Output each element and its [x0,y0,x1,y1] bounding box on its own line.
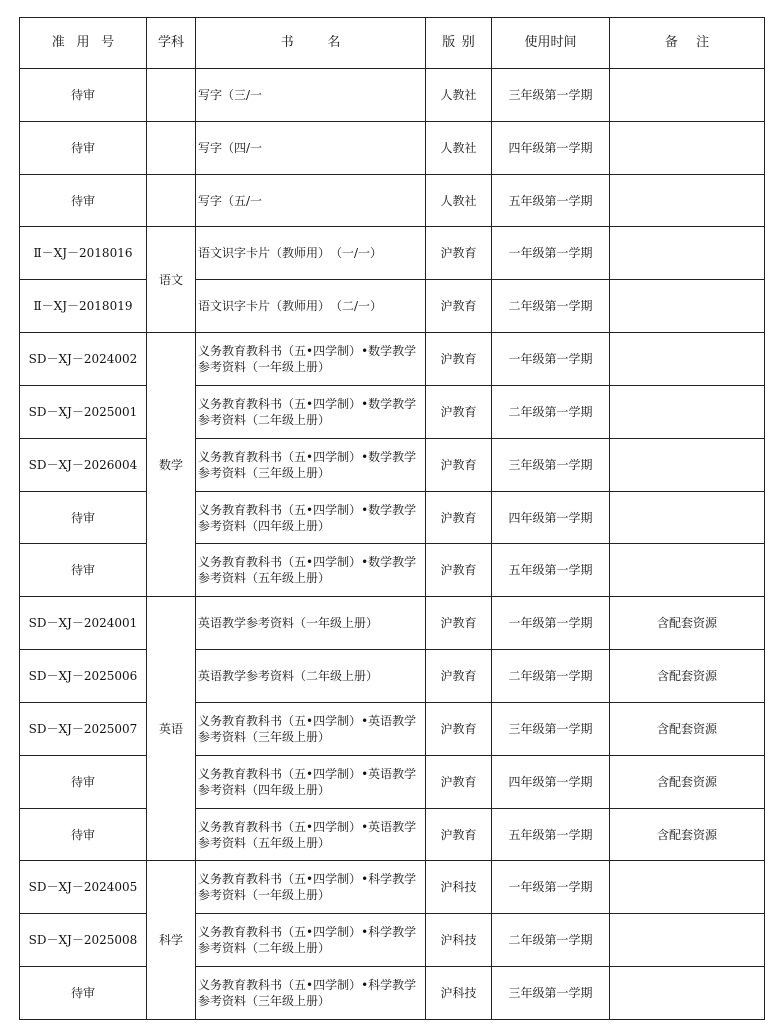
cell-title: 义务教育教科书（五•四学制）•数学教学参考资料（三年级上册） [196,438,426,491]
cell-title: 义务教育教科书（五•四学制）•科学教学参考资料（三年级上册） [196,967,426,1020]
cell-code: SD－XJ－2024005 [20,861,147,914]
cell-term: 二年级第一学期 [492,280,610,333]
table-row [20,491,765,544]
cell-code: Ⅱ－XJ－2018019 [20,280,147,333]
cell-publisher: 人教社 [426,69,492,122]
cell-remark [610,385,765,438]
cell-code: SD－XJ－2025008 [20,914,147,967]
cell-term: 三年级第一学期 [492,967,610,1020]
cell-publisher: 沪教育 [426,544,492,597]
cell-code: SD－XJ－2026004 [20,438,147,491]
cell-code: 待审 [20,491,147,544]
cell-term: 四年级第一学期 [492,755,610,808]
cell-term: 一年级第一学期 [492,333,610,386]
header-row [20,18,765,69]
cell-remark: 含配套资源 [610,808,765,861]
cell-subject [147,174,196,227]
cell-publisher: 沪教育 [426,755,492,808]
cell-remark: 含配套资源 [610,650,765,703]
cell-subject: 语文 [147,227,196,333]
cell-term: 一年级第一学期 [492,861,610,914]
cell-remark [610,69,765,122]
cell-subject [147,69,196,122]
cell-title: 写字（五/一 [196,174,426,227]
cell-remark: 含配套资源 [610,702,765,755]
cell-remark [610,174,765,227]
cell-publisher: 沪教育 [426,491,492,544]
cell-title: 义务教育教科书（五•四学制）•科学教学参考资料（二年级上册） [196,914,426,967]
cell-subject: 数学 [147,333,196,597]
cell-title: 英语教学参考资料（二年级上册） [196,650,426,703]
cell-remark [610,227,765,280]
cell-publisher: 沪教育 [426,227,492,280]
cell-publisher: 沪教育 [426,333,492,386]
cell-term: 二年级第一学期 [492,650,610,703]
cell-code: SD－XJ－2025007 [20,702,147,755]
cell-code: 待审 [20,544,147,597]
cell-term: 五年级第一学期 [492,544,610,597]
cell-code: 待审 [20,755,147,808]
cell-remark: 含配套资源 [610,597,765,650]
table-row [20,861,765,914]
table-row [20,914,765,967]
cell-term: 二年级第一学期 [492,914,610,967]
cell-publisher: 沪教育 [426,702,492,755]
cell-code: SD－XJ－2025006 [20,650,147,703]
cell-term: 五年级第一学期 [492,808,610,861]
cell-code: SD－XJ－2025001 [20,385,147,438]
cell-code: 待审 [20,69,147,122]
cell-publisher: 沪教育 [426,808,492,861]
cell-code: SD－XJ－2024002 [20,333,147,386]
table-row [20,808,765,861]
cell-remark [610,121,765,174]
cell-remark [610,491,765,544]
header-remark: 备注 [610,18,765,69]
cell-term: 三年级第一学期 [492,702,610,755]
table-row [20,280,765,333]
cell-subject: 英语 [147,597,196,861]
cell-remark [610,861,765,914]
cell-title: 英语教学参考资料（一年级上册） [196,597,426,650]
cell-remark [610,544,765,597]
cell-title: 语文识字卡片（教师用） （二/一） [196,280,426,333]
cell-term: 三年级第一学期 [492,69,610,122]
table-row [20,544,765,597]
table-row [20,333,765,386]
table-body [20,69,765,1020]
cell-title: 义务教育教科书（五•四学制）•数学教学参考资料（四年级上册） [196,491,426,544]
header-subject: 学科 [147,18,196,69]
cell-subject [147,121,196,174]
cell-publisher: 沪科技 [426,914,492,967]
cell-publisher: 沪教育 [426,280,492,333]
table-row [20,69,765,122]
table-row [20,438,765,491]
cell-code: SD－XJ－2024001 [20,597,147,650]
cell-term: 二年级第一学期 [492,385,610,438]
cell-code: 待审 [20,808,147,861]
cell-title: 义务教育教科书（五•四学制）•数学教学参考资料（一年级上册） [196,333,426,386]
table-row [20,702,765,755]
cell-code: Ⅱ－XJ－2018016 [20,227,147,280]
table-row [20,227,765,280]
header-term: 使用时间 [492,18,610,69]
cell-code: 待审 [20,174,147,227]
cell-remark [610,333,765,386]
cell-remark [610,914,765,967]
cell-publisher: 人教社 [426,174,492,227]
cell-publisher: 沪教育 [426,385,492,438]
cell-title: 义务教育教科书（五•四学制）•英语教学参考资料（四年级上册） [196,755,426,808]
cell-subject: 科学 [147,861,196,1020]
textbook-table [19,17,765,1020]
cell-publisher: 沪科技 [426,861,492,914]
table-row [20,597,765,650]
cell-publisher: 沪教育 [426,650,492,703]
cell-title: 义务教育教科书（五•四学制）•英语教学参考资料（五年级上册） [196,808,426,861]
header-title: 书名 [196,18,426,69]
cell-remark [610,438,765,491]
header-publisher: 版别 [426,18,492,69]
cell-title: 义务教育教科书（五•四学制）•英语教学参考资料（三年级上册） [196,702,426,755]
cell-code: 待审 [20,121,147,174]
cell-term: 四年级第一学期 [492,121,610,174]
table-row [20,385,765,438]
cell-title: 写字（三/一 [196,69,426,122]
cell-publisher: 沪科技 [426,967,492,1020]
table-row [20,174,765,227]
table-row [20,650,765,703]
header-code: 准用号 [20,18,147,69]
table-row [20,967,765,1020]
cell-publisher: 人教社 [426,121,492,174]
cell-publisher: 沪教育 [426,438,492,491]
cell-remark [610,967,765,1020]
cell-title: 语文识字卡片（教师用） （一/一） [196,227,426,280]
cell-title: 义务教育教科书（五•四学制）•数学教学参考资料（二年级上册） [196,385,426,438]
cell-title: 义务教育教科书（五•四学制）•数学教学参考资料（五年级上册） [196,544,426,597]
cell-term: 三年级第一学期 [492,438,610,491]
cell-term: 四年级第一学期 [492,491,610,544]
cell-title: 写字（四/一 [196,121,426,174]
table-row [20,755,765,808]
cell-term: 一年级第一学期 [492,597,610,650]
cell-publisher: 沪教育 [426,597,492,650]
cell-remark: 含配套资源 [610,755,765,808]
table-row [20,121,765,174]
cell-remark [610,280,765,333]
cell-term: 一年级第一学期 [492,227,610,280]
cell-title: 义务教育教科书（五•四学制）•科学教学参考资料（一年级上册） [196,861,426,914]
cell-term: 五年级第一学期 [492,174,610,227]
cell-code: 待审 [20,967,147,1020]
